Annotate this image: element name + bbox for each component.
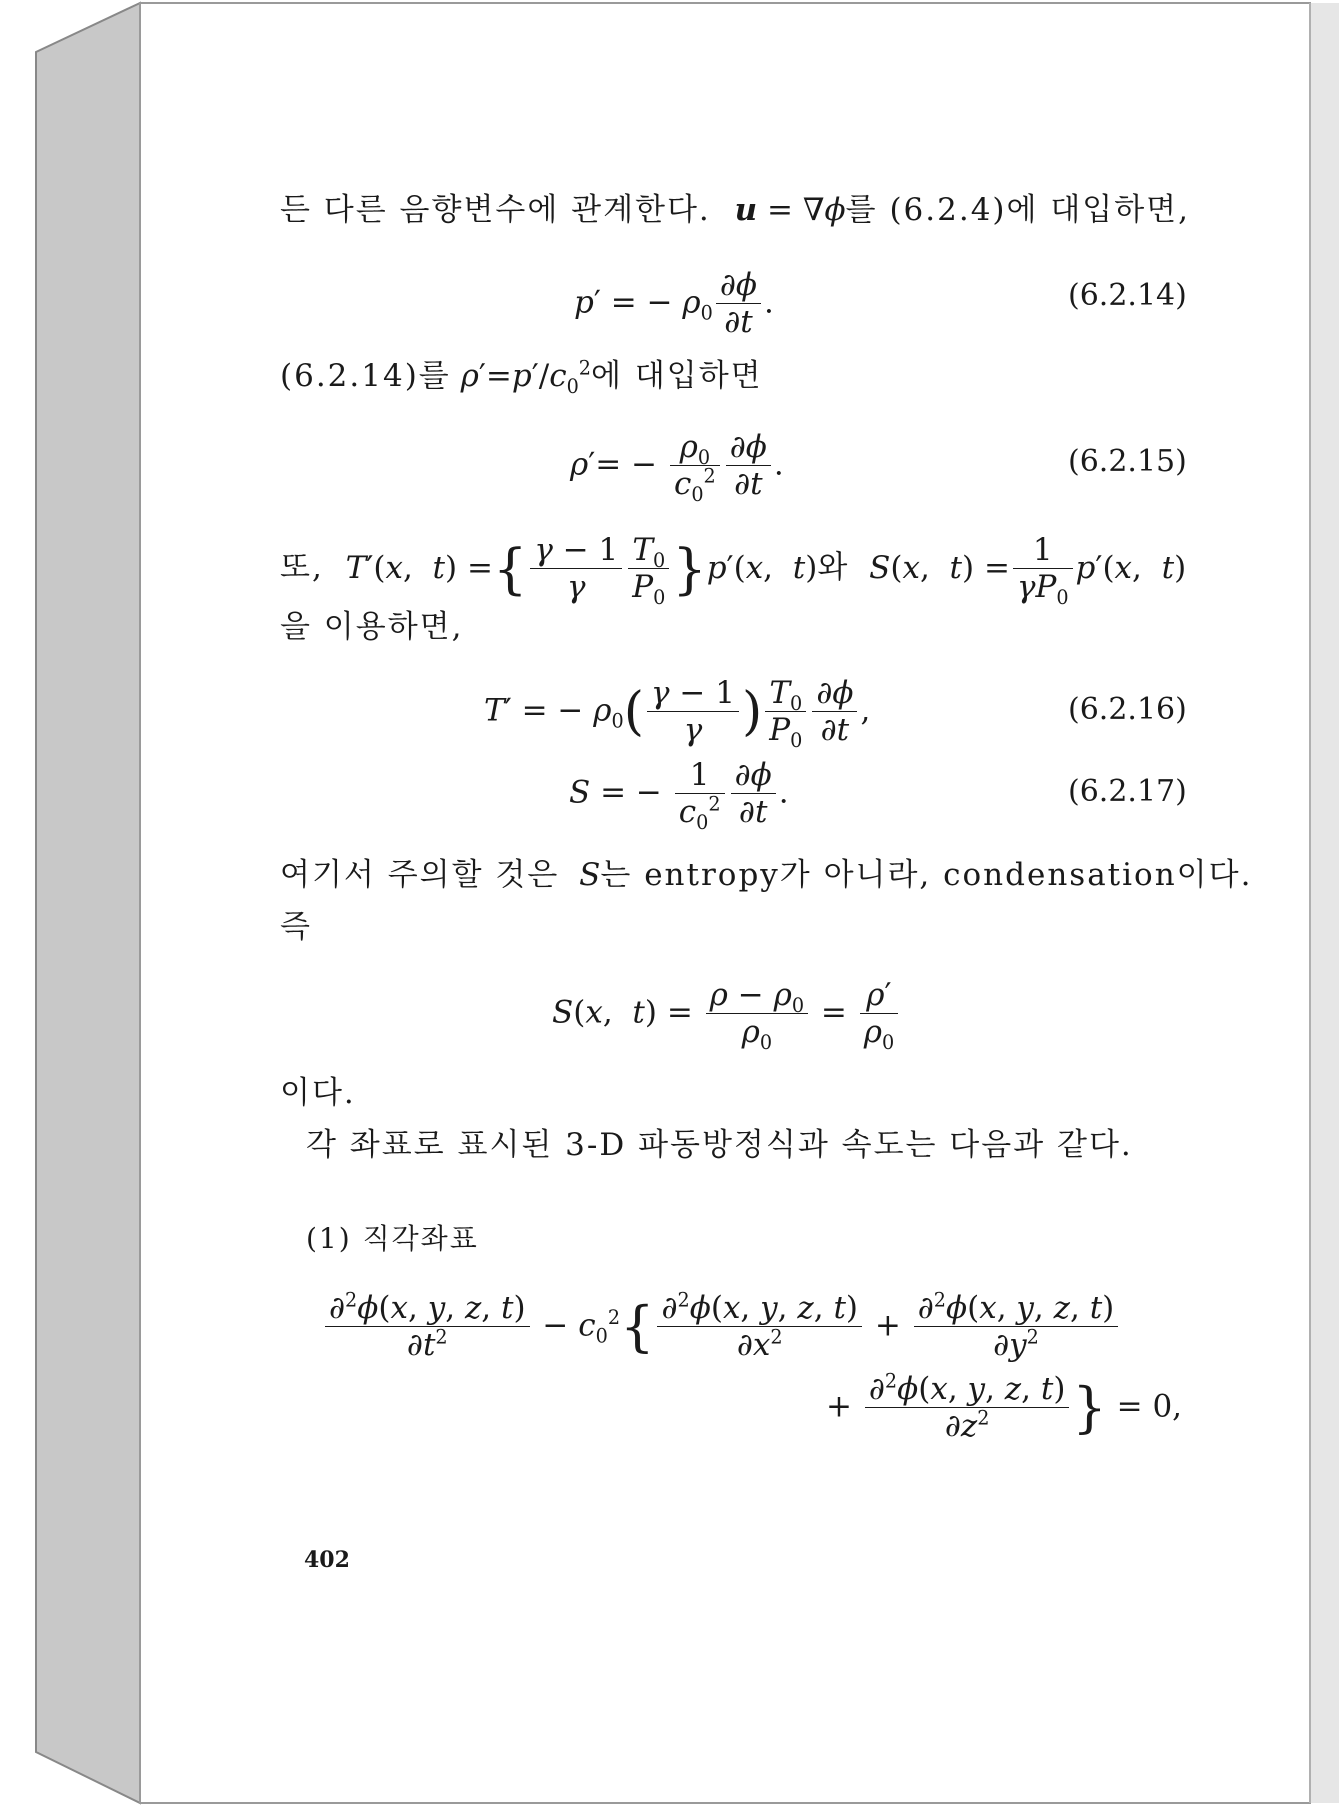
text-also: 또, (280, 549, 324, 586)
text-line-6 (280, 909, 312, 945)
text-line-8 (306, 1127, 1133, 1163)
equation-number: (6.2.16) (1068, 692, 1187, 727)
text-intro: 든 다른 음향변수에 관계한다. (280, 192, 711, 228)
equation-condensation: S(x, t) = $\frac{\rho - \rho_0}{\rho_0}$ = $\frac{\rho'}{\rho_0}$ (552, 980, 901, 1048)
equation-number: (6.2.17) (1068, 774, 1187, 809)
text-substitute-2: 에 대입하면 (591, 358, 763, 394)
text-condensation: 는 entropy가 아니라, condensation이다. (600, 857, 1253, 893)
section-heading (306, 1222, 479, 1255)
page-number: 402 (304, 1547, 350, 1573)
equation-number: (6.2.15) (1068, 444, 1187, 479)
text-line-3: 또, T′(x, t) ={ $\frac{\gamma - 1}{\gamma}$ $\frac{T_0}{P_0}$ }p′(x, t)와 S(x, t) = $\frac{1}{\gamma P_0}$ p′(x, t) (280, 532, 1187, 610)
text-line-1: 든 다른 음향변수에 관계한다. u = ∇ϕ를 (6.2.4)에 대입하면, (280, 192, 1190, 228)
text-wave-equations: 각 좌표로 표시된 3-D 파동방정식과 속도는 다음과 같다. (306, 1127, 1133, 1163)
equation-number: (6.2.14) (1068, 278, 1187, 313)
text-cartesian: (1) 직각좌표 (306, 1222, 479, 1255)
text-line-4 (280, 609, 464, 645)
text-line-7 (280, 1075, 356, 1111)
text-note: 여기서 주의할 것은 (280, 857, 560, 893)
text-line-5: 여기서 주의할 것은 S는 entropy가 아니라, condensation이다. (280, 857, 1253, 893)
text-that-is: 즉 (280, 909, 312, 945)
equation-6-2-17: S = − $\frac{1}{c_0^2}$ $\frac{\partial\phi}{\partial t}$ . (569, 757, 789, 835)
equation-cartesian-line-1: $\frac{\partial^2\phi(x, y, z, t)}{\partial t^2}$ − $c_0^2${ $\frac{\partial^2\phi(x, y, z, t)}{\partial x^2}$ + $\frac{\partial^2\phi(x, y, z, t)}{\partial y^2}$ (322, 1293, 1121, 1361)
equation-6-2-14: p′ = − $\rho_0$ $\frac{\partial\phi}{\partial t}$ . (574, 267, 774, 340)
text-substitute: 를 (6.2.4)에 대입하면, (845, 192, 1190, 228)
text-is: 이다. (280, 1075, 356, 1111)
text-using: 을 이용하면, (280, 609, 464, 645)
equation-6-2-16: T′ = − $\rho_0$( $\frac{\gamma - 1}{\gamma}$ ) $\frac{T_0}{P_0}$ $\frac{\partial\phi}{\partial t}$ , (484, 675, 871, 753)
text-ref: (6.2.14)를 (280, 358, 451, 394)
text-and: 와 (817, 549, 850, 586)
text-line-2: (6.2.14)를 $\rho'=p'/c_0^2$에 대입하면 (280, 356, 763, 399)
equation-cartesian-line-2: + $\frac{\partial^2\phi(x, y, z, t)}{\partial z^2}$ } = 0, (826, 1369, 1183, 1444)
equation-6-2-15: ρ′= − $\frac{\rho_0}{c_0^2}$ $\frac{\partial\phi}{\partial t}$ . (570, 429, 784, 507)
